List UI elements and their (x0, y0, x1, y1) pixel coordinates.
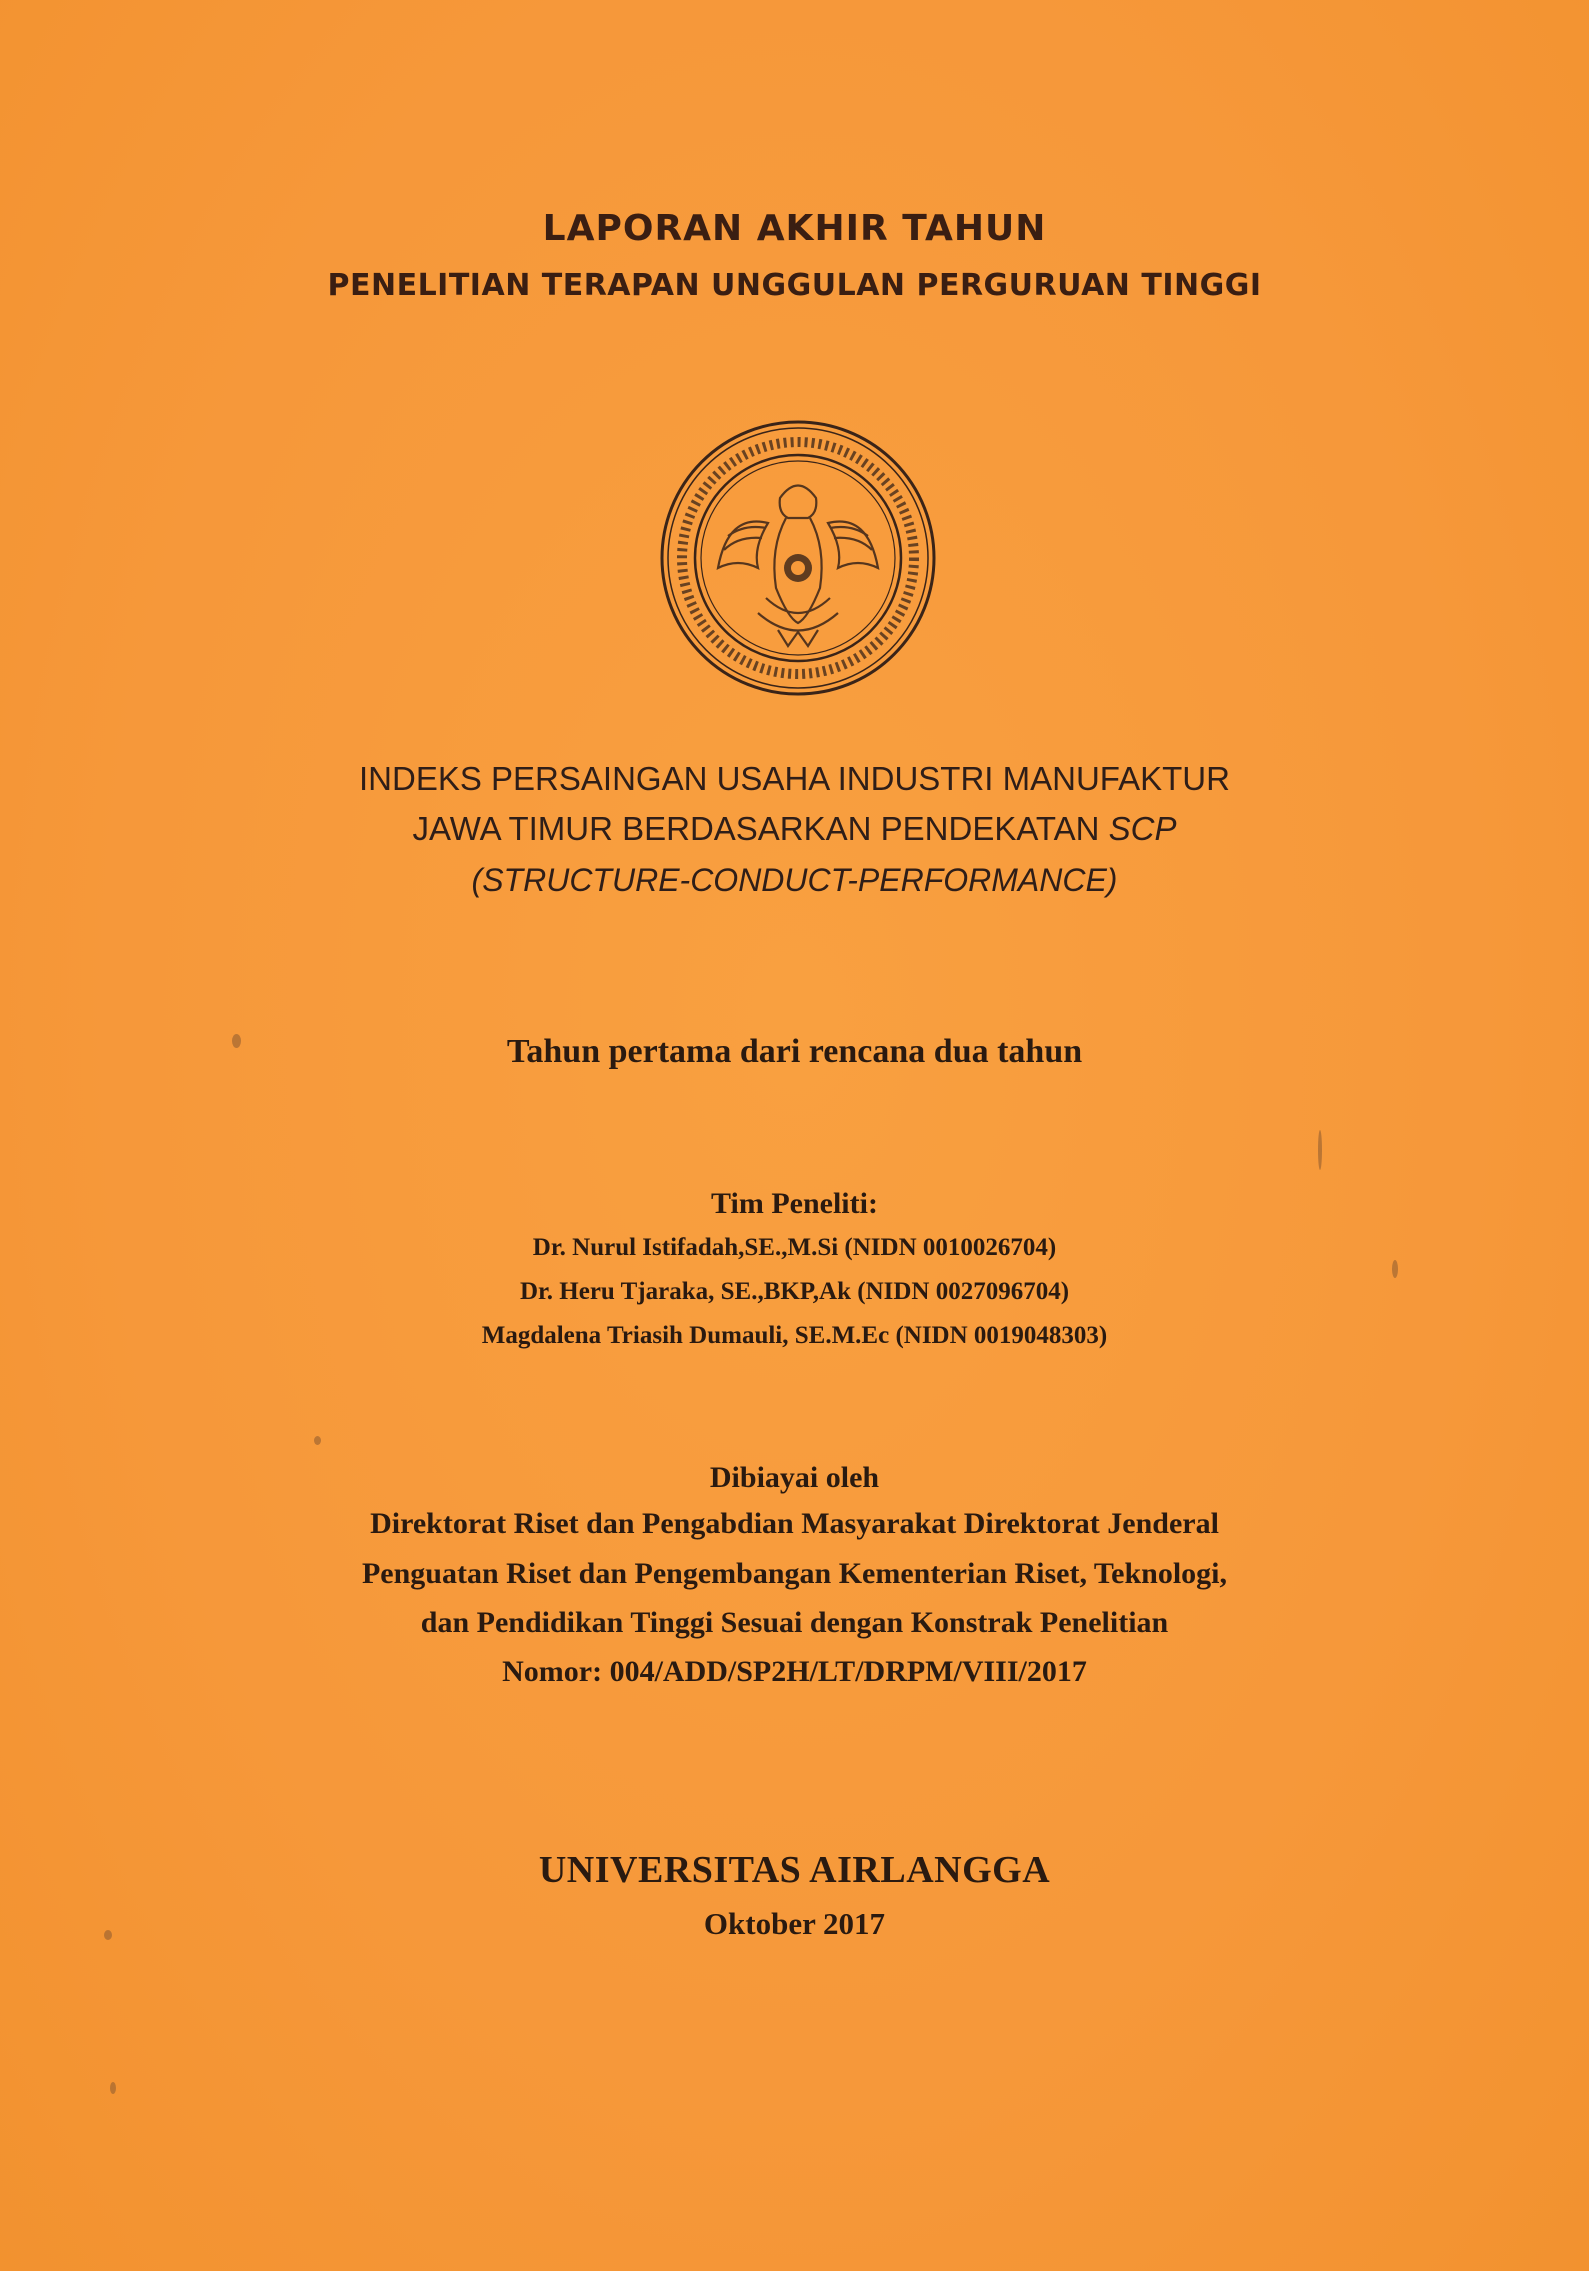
scan-speck (232, 1034, 241, 1048)
scan-speck (110, 2082, 116, 2094)
funding-line: dan Pendidikan Tinggi Sesuai dengan Konstrak Penelitian (420, 1606, 1169, 1639)
institution-name: UNIVERSITAS AIRLANGGA (538, 1849, 1051, 1891)
report-date: Oktober 2017 (703, 1906, 886, 1941)
report-subtitle: PENELITIAN TERAPAN UNGGULAN PERGURUAN TINGGI (327, 268, 1262, 303)
team-member: Dr. Heru Tjaraka, SE.,BKP,Ak (NIDN 0027096704) (519, 1278, 1070, 1305)
scan-speck (104, 1930, 112, 1940)
research-title-line1: INDEKS PERSAINGAN USAHA INDUSTRI MANUFAKTUR (359, 760, 1230, 797)
funding-label: Dibiayai oleh (709, 1461, 880, 1494)
team-member: Dr. Nurul Istifadah,SE.,M.Si (NIDN 0010026704) (532, 1234, 1057, 1261)
contract-number: Nomor: 004/ADD/SP2H/LT/DRPM/VIII/2017 (502, 1655, 1087, 1688)
scan-speck (1318, 1130, 1322, 1170)
research-title-line3: (STRUCTURE-CONDUCT-PERFORMANCE) (471, 862, 1118, 898)
university-seal-icon (658, 418, 938, 698)
report-title: LAPORAN AKHIR TAHUN (542, 208, 1047, 249)
scan-speck (1392, 1260, 1398, 1278)
scp-abbreviation: SCP (1108, 810, 1177, 847)
research-title-line2 (0, 810, 1589, 848)
team-label: Tim Peneliti: (711, 1187, 878, 1220)
year-note: Tahun pertama dari rencana dua tahun (506, 1033, 1083, 1070)
scan-speck (314, 1436, 321, 1445)
research-title-line2-text: JAWA TIMUR BERDASARKAN PENDEKATAN (412, 810, 1109, 847)
team-member: Magdalena Triasih Dumauli, SE.M.Ec (NIDN 0019048303) (481, 1322, 1108, 1349)
funding-line: Direktorat Riset dan Pengabdian Masyarakat Direktorat Jenderal (370, 1507, 1219, 1540)
funding-line: Penguatan Riset dan Pengembangan Kementerian Riset, Teknologi, (361, 1557, 1228, 1590)
